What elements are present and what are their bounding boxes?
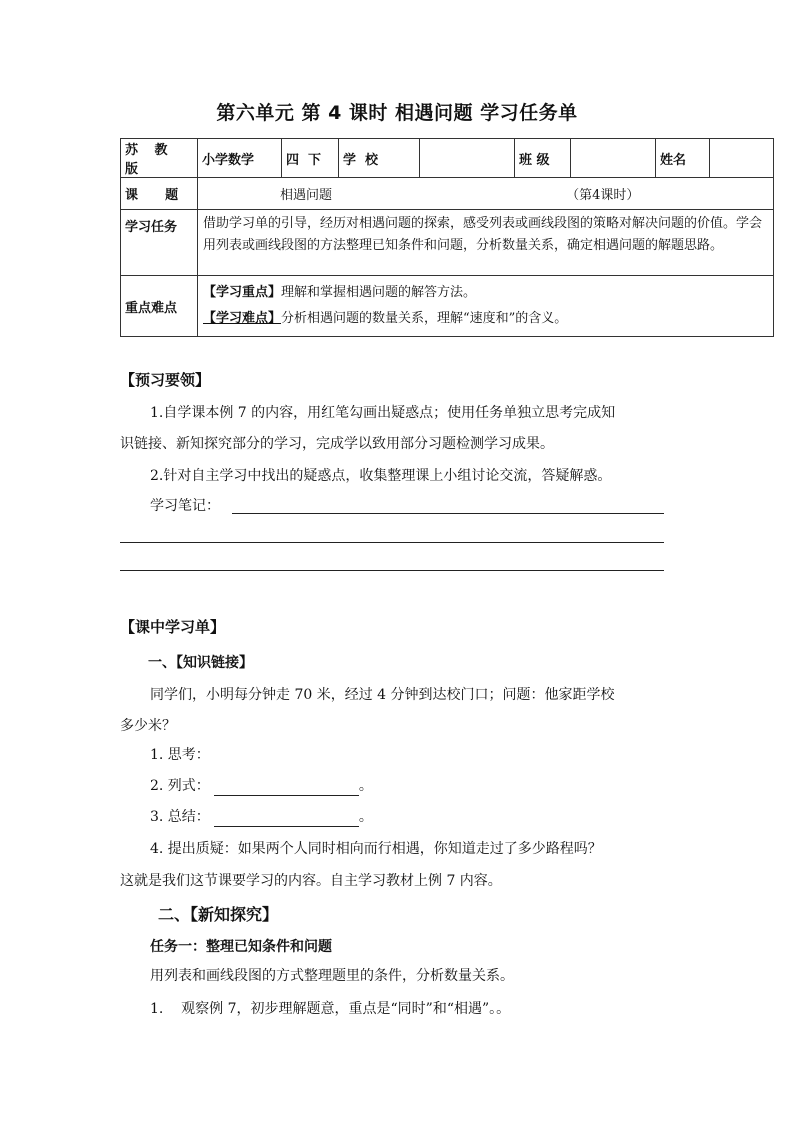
name-value-cell[interactable]: [710, 139, 774, 178]
edition-label: 苏 教 版: [121, 139, 198, 178]
difficulty-point: [203, 306, 768, 332]
link-paragraph: 同学们，小明每分钟走 70 米，经过 4 分钟到达校门口；问题：他家距学校: [150, 687, 615, 703]
name-label: 姓名: [656, 139, 710, 178]
school-value-cell[interactable]: [420, 139, 515, 178]
class-sheet-heading: 【课中学习单】: [120, 618, 226, 636]
item-summary: [150, 807, 373, 827]
class-label: 班 级: [515, 139, 571, 178]
topic-label: 课 题: [121, 178, 198, 210]
difficulty-tag: 【学习难点】: [203, 311, 282, 326]
notes-line-2[interactable]: [120, 542, 664, 543]
preview-heading: 【预习要领】: [120, 371, 211, 389]
item-think: 1. 思考：: [150, 747, 210, 763]
difficulty-text: 分析相遇问题的数量关系，理解“速度和”的含义。: [281, 311, 568, 326]
key-difficulty-cell: [198, 276, 774, 337]
task-text: 借助学习单的引导，经历对相遇问题的探索，感受列表或画线段图的策略对解决问题的价值。学会用列表或画线段图的方法整理已知条件和问题，分析数量关系，确定相遇问题的解题思路。: [198, 210, 774, 276]
section-knowledge-link: 一、【知识链接】: [148, 655, 253, 671]
summary-blank[interactable]: [214, 812, 359, 827]
class-value-cell[interactable]: [571, 139, 656, 178]
item-summary-label: 3. 总结：: [150, 809, 210, 825]
page-title: 第六单元 第 4 课时 相遇问题 学习任务单: [216, 102, 578, 124]
school-label: 学 校: [339, 139, 420, 178]
equation-blank[interactable]: [214, 781, 359, 796]
grade-cell: 四 下: [282, 139, 339, 178]
section-new-knowledge: 二、【新知探究】: [158, 905, 279, 924]
topic-cell: [198, 178, 774, 210]
preview-item-1-cont: 识链接、新知探究部分的学习，完成学以致用部分习题检测学习成果。: [120, 436, 554, 452]
notes-line-3[interactable]: [120, 570, 664, 571]
task1-title: 任务一：整理已知条件和问题: [150, 939, 332, 955]
key-point-text: 理解和掌握相遇问题的解答方法。: [281, 285, 477, 300]
summary-period: 。: [358, 809, 373, 825]
equation-period: 。: [358, 778, 373, 794]
info-table: [120, 138, 774, 337]
notes-label: 学习笔记：: [150, 498, 220, 514]
item-equation: [150, 776, 373, 796]
key-point-tag: 【学习重点】: [203, 285, 282, 300]
link-paragraph-cont: 多少米？: [120, 718, 176, 734]
key-difficulty-label: 重点难点: [121, 276, 198, 337]
subject-cell: 小学数学: [198, 139, 282, 178]
key-point: [203, 280, 768, 306]
task1-text: 用列表和画线段图的方式整理题里的条件，分析数量关系。: [150, 968, 514, 984]
task1-item-1: 1. 观察例 7，初步理解题意，重点是“同时”和“相遇”。。: [150, 1001, 511, 1017]
topic-text: 相遇问题: [280, 188, 333, 203]
task-label: 学习任务: [121, 210, 198, 276]
lesson-number: （第4课时）: [566, 188, 640, 203]
preview-item-2: 2.针对自主学习中找出的疑惑点，收集整理课上小组讨论交流，答疑解惑。: [150, 468, 612, 484]
item-question: 4. 提出质疑：如果两个人同时相向而行相遇，你知道走过了多少路程吗？: [150, 841, 602, 857]
notes-line-1[interactable]: [232, 513, 664, 514]
item-question-cont: 这就是我们这节课要学习的内容。自主学习教材上例 7 内容。: [120, 873, 502, 889]
preview-item-1: 1.自学课本例 7 的内容，用红笔勾画出疑惑点；使用任务单独立思考完成知: [150, 405, 616, 421]
item-equation-label: 2. 列式：: [150, 778, 210, 794]
